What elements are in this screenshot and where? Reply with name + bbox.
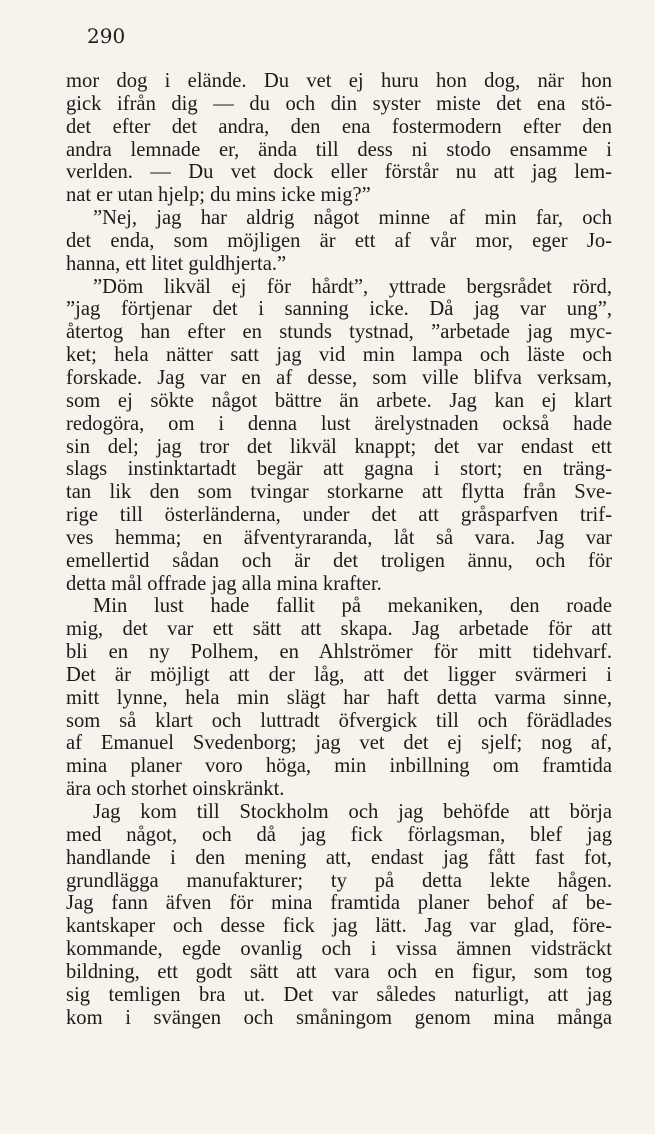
- text-line: verlden. — Du vet dock eller förstår nu att jag lem-: [66, 161, 612, 184]
- text-line: det enda, som möjligen är ett af vår mor, eger Jo-: [66, 229, 612, 252]
- text-line: bildning, ett godt sätt att vara och en figur, som tog: [66, 960, 612, 983]
- text-line: återtog han efter en stunds tystnad, ”arbetade jag myc-: [66, 321, 612, 344]
- text-line: ”Nej, jag har aldrig något minne af min far, och: [93, 207, 612, 230]
- page-number: 290: [87, 24, 126, 48]
- text-line: emellertid sådan och är det troligen ännu, och för: [66, 549, 612, 572]
- text-line: Jag kom till Stockholm och jag behöfde att börja: [93, 801, 612, 823]
- body-text: [66, 70, 612, 1029]
- text-line: rige till österländerna, under det att gråsparfven trif-: [66, 504, 612, 527]
- text-line: sin del; jag tror det likväl knappt; det var endast ett: [66, 435, 612, 458]
- text-line: andra lemnade er, ända till dess ni stodo ensamme i: [66, 138, 612, 161]
- text-line: tan lik den som tvingar storkarne att flytta från Sve-: [66, 481, 612, 504]
- text-line: handlande i den mening att, endast jag fått fast fot,: [66, 846, 612, 869]
- text-line: grundlägga manufakturer; ty på detta lekte hågen.: [66, 869, 612, 892]
- text-line: kom i svängen och småningom genom mina många: [66, 1006, 612, 1029]
- text-line: nat er utan hjelp; du mins icke mig?”: [66, 184, 371, 207]
- text-line: kommande, egde ovanlig och i vissa ämnen vidsträckt: [66, 938, 612, 961]
- text-line: gick ifrån dig — du och din syster miste det ena stö-: [66, 92, 612, 115]
- text-line: mig, det var ett sätt att skapa. Jag arbetade för att: [66, 618, 612, 641]
- text-line: det efter det andra, den ena fostermodern efter den: [66, 115, 612, 138]
- text-line: mina planer voro höga, min inbillning om framtida: [66, 755, 612, 778]
- text-line: som ej sökte något bättre än arbete. Jag kan ej klart: [66, 389, 612, 412]
- text-line: ves hemma; en äfventyraranda, låt så vara. Jag var: [66, 526, 612, 549]
- text-line: mitt lynne, hela min slägt har haft detta varma sinne,: [66, 686, 612, 709]
- text-line: sig temligen bra ut. Det var således naturligt, att jag: [66, 983, 612, 1006]
- text-line: Jag fann äfven för mina framtida planer behof af be-: [66, 892, 612, 915]
- text-line: ”jag förtjenar det i sanning icke. Då jag var ung”,: [66, 298, 612, 321]
- text-line: af Emanuel Svedenborg; jag vet det ej sjelf; nog af,: [66, 732, 612, 755]
- text-line: ket; hela nätter satt jag vid min lampa och läste och: [66, 344, 612, 367]
- text-line: Min lust hade fallit på mekaniken, den roade: [93, 595, 612, 618]
- text-line: hanna, ett litet guldhjerta.”: [66, 252, 287, 275]
- text-line: som så klart och luttradt öfvergick till och förädlades: [66, 709, 612, 732]
- text-line: med något, och då jag fick förlagsman, blef jag: [66, 823, 612, 846]
- text-line: bli en ny Polhem, en Ahlströmer för mitt tidehvarf.: [66, 641, 612, 664]
- text-line: detta mål offrade jag alla mina krafter.: [66, 572, 382, 595]
- text-line: slags instinktartadt begär att gagna i stort; en träng-: [66, 458, 612, 481]
- text-line: forskade. Jag var en af desse, som ville blifva verksam,: [66, 366, 612, 389]
- text-line: Det är möjligt att der låg, att det ligger svärmeri i: [66, 663, 612, 686]
- text-line: ära och storhet oinskränkt.: [66, 778, 285, 801]
- text-line: redogöra, om i denna lust ärelystnaden också hade: [66, 412, 612, 435]
- text-line: mor dog i elände. Du vet ej huru hon dog, när hon: [66, 70, 612, 92]
- text-line: kantskaper och desse fick jag lätt. Jag var glad, före-: [66, 915, 612, 938]
- text-line: ”Döm likväl ej för hårdt”, yttrade bergsrådet rörd,: [93, 275, 612, 298]
